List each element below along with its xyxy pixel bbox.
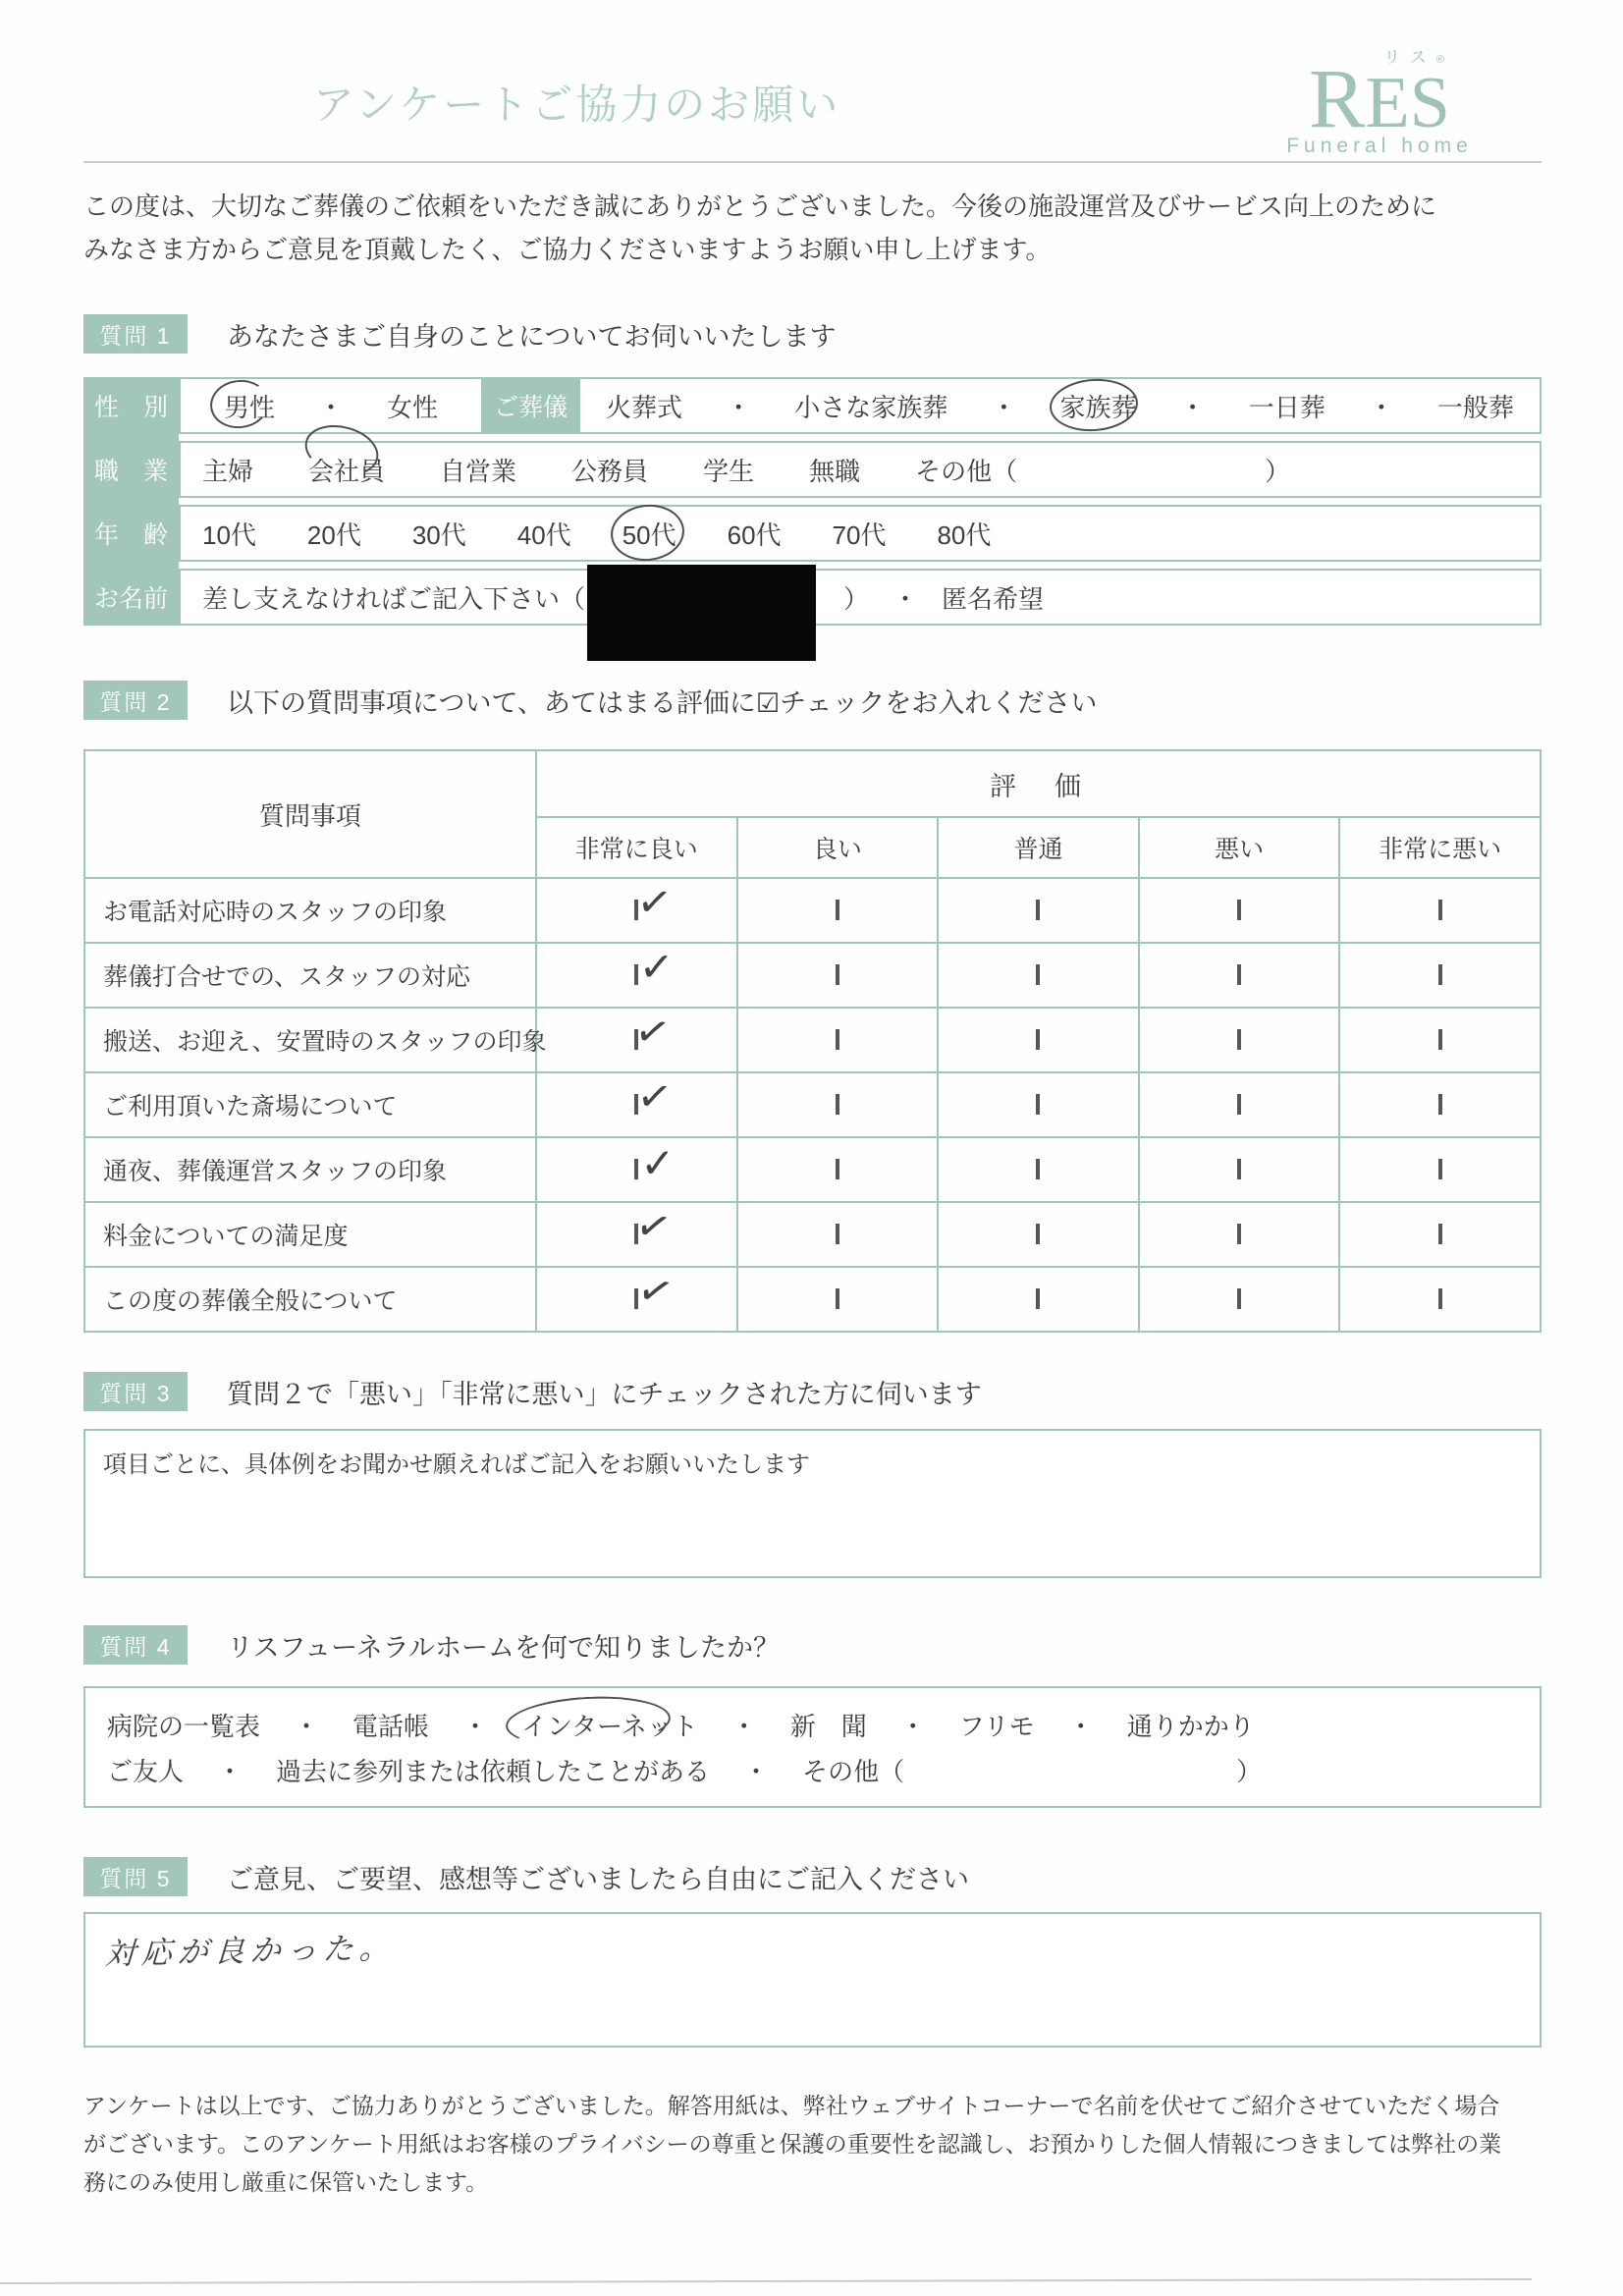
check-mark: ✓ [640,1140,676,1186]
option-separator: ・ [1179,392,1206,422]
rating-row [84,1137,1541,1202]
option: その他（ [915,456,1018,486]
column-header-items: 質問事項 [84,750,536,878]
option-separator: ・ [462,1711,489,1741]
option: 通りかかり [1126,1711,1255,1741]
checkbox [836,1094,839,1115]
question5-header [83,1857,1542,1896]
option: 一日葬 [1248,392,1325,422]
checkbox [1438,1224,1442,1244]
checkbox-checked [630,1005,676,1059]
checkbox [1237,1159,1241,1179]
rating-row [84,1202,1541,1267]
rating-row [84,943,1541,1008]
gender-row [83,377,1542,434]
option-kaishain-circled: 会社員 [308,452,385,488]
scan-artifact-line [0,2278,1532,2284]
option-kazokusou-circled: 家族葬 [1059,388,1136,424]
question3-answer-box [83,1429,1542,1578]
option: 70代 [832,519,887,550]
checkbox [1036,900,1040,920]
checkbox [1438,1288,1442,1309]
question5-answer-box [83,1912,1542,2048]
option: 20代 [306,519,361,550]
question1-header [83,314,1542,354]
option-separator: ・ [1368,392,1394,422]
closing-paragraph [83,2087,1542,2202]
rating-col-header: 非常に悪い [1339,817,1541,878]
checkbox [1237,1094,1241,1115]
name-row [83,569,1542,626]
option-separator: ・ [899,1711,926,1741]
option: 主婦 [202,456,254,486]
rating-row-label: 料金についての満足度 [84,1202,536,1267]
job-label: 職 業 [83,441,179,498]
checkbox-checked [634,943,676,991]
rating-row-label: 葬儀打合せでの、スタッフの対応 [84,943,536,1008]
rating-col-header: 悪い [1139,817,1340,878]
option-separator: ・ [726,392,752,422]
checkbox [1036,1029,1040,1050]
option: 無職 [809,456,861,486]
checkbox [1438,1094,1442,1115]
checkbox [836,1288,839,1309]
rating-row [84,1008,1541,1072]
checkbox [836,900,839,920]
logo-subtitle: Funeral home [1286,135,1473,158]
answer-box-note: 項目ごとに、具体例をお聞かせ願えればご記入をお願いいたします [103,1451,810,1478]
checkbox-checked [634,1140,676,1186]
option: 公務員 [571,456,649,486]
logo-wordmark: RES [1309,51,1450,145]
referral-options-line2 [107,1752,1518,1788]
option-separator: ・ [317,392,344,422]
question4-badge: 質問 4 [83,1625,188,1665]
option-separator: ・ [743,1756,770,1786]
question5-badge: 質問 5 [83,1857,188,1896]
option-internet-circled: インターネット [521,1707,698,1743]
option: 火葬式 [606,392,683,422]
gender-label: 性 別 [83,377,179,434]
option: フリモ [958,1711,1035,1741]
closing-line: アンケートは以上です、ご協力ありがとうございました。解答用紙は、弊社ウェブサイトコーナーで名前を伏せてご紹介させていただく場合 [83,2093,1500,2118]
option: 小さな家族葬 [794,392,948,422]
option: ） [1265,456,1291,486]
checkbox [1237,900,1241,920]
intro-line: この度は、大切なご葬儀のご依頼をいただき誠にありがとうございました。今後の施設運営及びサービス向上のために [83,191,1437,221]
checkbox [1036,1094,1040,1115]
closing-line: がございます。このアンケート用紙はお客様のプライバシーの尊重と保護の重要性を認識し、お預かりした個人情報につきましては弊社の業 [83,2131,1502,2157]
name-field-prompt: 差し支えなければご記入下さい（ [202,583,586,614]
rating-table [83,749,1542,1333]
option: その他（ [802,1756,905,1786]
name-label: お名前 [83,569,179,626]
option-male-circled: 男性 [224,388,275,424]
checkbox [1438,1159,1442,1179]
checkbox [836,1224,839,1244]
option: ） [1236,1756,1263,1786]
rating-row [84,1072,1541,1137]
header-divider [83,161,1542,163]
checkbox-checked [634,1070,676,1122]
option: 自営業 [440,456,517,486]
rating-row-label: この度の葬儀全般について [84,1267,536,1332]
question3-heading: 質問２で「悪い」「非常に悪い」にチェックされた方に伺います [227,1379,982,1409]
intro-line: みなさま方からご意見を頂戴したく、ご協力くださいますようお願い申し上げます。 [83,235,1052,264]
rating-row-label: ご利用頂いた斎場について [84,1072,536,1137]
rating-row-label: 通夜、葬儀運営スタッフの印象 [84,1137,536,1202]
option: 学生 [703,456,755,486]
checkbox [836,964,839,985]
rating-table-wrap [83,749,1542,1333]
question4-header [83,1625,1542,1665]
option: 病院の一覧表 [107,1711,261,1741]
referral-options-line1 [107,1707,1518,1743]
option: ご友人 [107,1756,185,1786]
checkbox [1036,1224,1040,1244]
question3-badge: 質問 3 [83,1372,188,1411]
option-separator: ・ [991,392,1017,422]
option: 30代 [411,519,466,550]
rating-row [84,878,1541,943]
checkbox-checked [634,876,676,928]
checkbox [836,1159,839,1179]
name-field [179,569,1542,626]
column-header-rating: 評 価 [536,750,1541,817]
checkbox [1438,964,1442,985]
option: 40代 [516,519,571,550]
gender-options [179,377,483,434]
intro-paragraph [83,185,1542,271]
rating-col-header: 普通 [938,817,1139,878]
check-mark: ✓ [632,1264,679,1318]
checkbox [1237,1288,1241,1309]
checkbox-checked [631,1199,676,1253]
header [83,35,1542,161]
question2-header [83,681,1542,720]
age-options [179,505,1542,562]
option-anonymous: 匿名希望 [942,583,1045,614]
closing-line: 務にのみ使用し厳重に保管いたします。 [83,2169,489,2195]
check-mark: ✓ [634,876,676,928]
question2-badge: 質問 2 [83,681,188,720]
age-row [83,505,1542,562]
check-mark: ✓ [631,1199,676,1253]
rating-row [84,1267,1541,1332]
rating-row-label: 搬送、お迎え、安置時のスタッフの印象 [84,1008,536,1072]
option-separator: ・ [217,1756,243,1786]
handwritten-comment: 対応が良かった。 [104,1930,397,1972]
option: 80代 [937,519,992,550]
rating-col-header: 良い [737,817,939,878]
question4-heading: リスフューネラルホームを何で知りましたか？ [227,1632,780,1663]
question1-heading: あなたさまご自身のことについてお伺いいたします [227,321,837,352]
name-field-close-paren: ） [843,583,870,614]
question4-options-box [83,1686,1542,1808]
company-logo [1262,43,1497,158]
job-options [179,441,1542,498]
registered-mark: ® [1435,54,1444,66]
option: 60代 [727,519,782,550]
profile-table [83,377,1542,626]
option: 過去に参列または依頼したことがある [276,1756,711,1786]
checkbox [1237,1224,1241,1244]
option: 新 聞 [789,1711,867,1741]
redaction-box [587,565,816,661]
checkbox [836,1029,839,1050]
checkbox [1237,1029,1241,1050]
checkbox [1036,1159,1040,1179]
rating-col-header: 非常に良い [536,817,737,878]
option: 10代 [202,519,256,550]
question5-heading: ご意見、ご要望、感想等ございましたら自由にご記入ください [227,1864,969,1894]
option-female: 女性 [386,392,438,422]
rating-row-label: お電話対応時のスタッフの印象 [84,878,536,943]
checkbox [1036,964,1040,985]
checkbox [1036,1288,1040,1309]
option-50s-circled: 50代 [622,516,676,552]
option: 一般葬 [1436,392,1514,422]
service-label: ご葬儀 [483,377,578,434]
age-label: 年 齢 [83,505,179,562]
option-separator: ・ [893,583,919,614]
option-separator: ・ [294,1711,320,1741]
checkbox [1438,1029,1442,1050]
option-separator: ・ [730,1711,757,1741]
checkbox [1237,964,1241,985]
check-mark: ✓ [634,1070,676,1122]
option: 電話帳 [352,1711,430,1741]
checkbox [1438,900,1442,920]
service-options [578,377,1542,434]
check-mark: ✓ [638,943,676,991]
logo-kana: リス® [1383,48,1444,67]
question1-badge: 質問 1 [83,314,188,354]
question3-header [83,1372,1542,1411]
job-row [83,441,1542,498]
check-mark: ✓ [630,1005,676,1059]
option-separator: ・ [1067,1711,1094,1741]
page-title: アンケートご協力のお願い [312,82,841,128]
checkbox-checked [632,1264,679,1318]
question2-heading: 以下の質問事項について、あてはまる評価に☑チェックをお入れください [227,687,1098,718]
